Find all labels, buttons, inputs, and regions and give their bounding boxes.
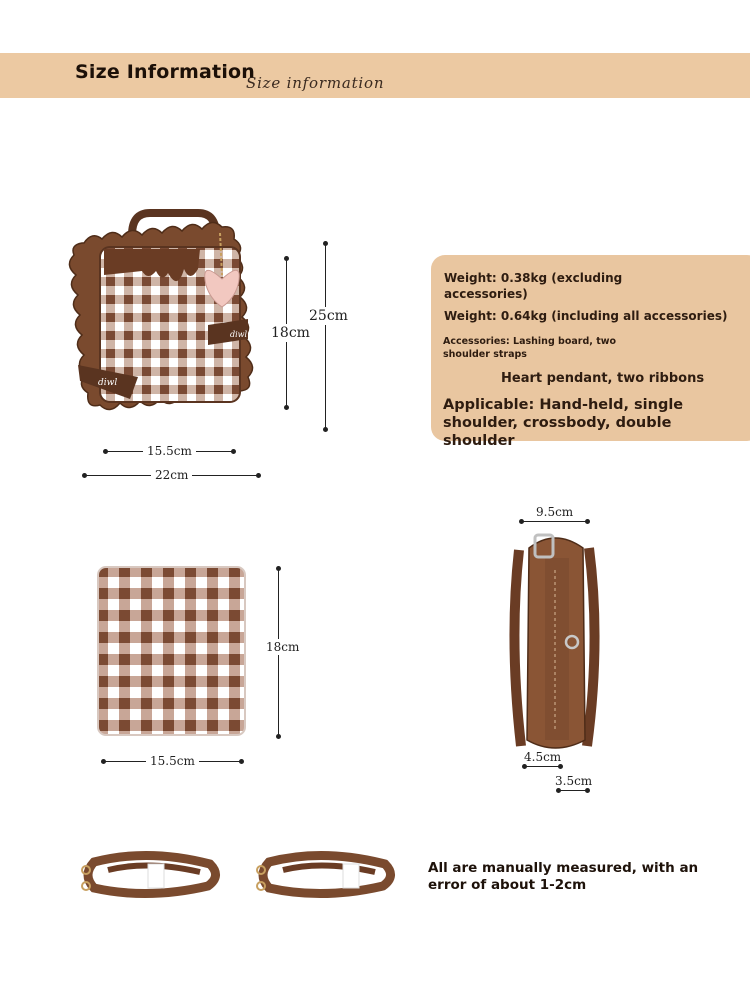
lashing-board-image: [97, 566, 246, 736]
page-title: Size Information: [75, 61, 256, 83]
side-depth-mid-line: [525, 766, 561, 767]
board-width-dot-left: [101, 759, 106, 764]
side-depth-top-line: [522, 521, 588, 522]
accessories-text: Accessories: Lashing board, two shoulder straps: [443, 336, 617, 360]
svg-text:diwl: diwl: [230, 330, 248, 339]
front-width-inner-dot-right: [231, 449, 236, 454]
side-depth-top-label: 9.5cm: [536, 505, 574, 519]
side-depth-mid-dot-left: [522, 764, 527, 769]
front-height-inner-label: 18cm: [271, 325, 310, 341]
page-subtitle: Size information: [246, 74, 385, 92]
pendant-text: Heart pendant, two ribbons: [501, 371, 705, 386]
side-depth-mid-label: 4.5cm: [524, 750, 562, 764]
side-depth-mid-dot-right: [558, 764, 563, 769]
side-depth-top-dot-right: [585, 519, 590, 524]
front-width-outer-dot-right: [256, 473, 261, 478]
front-width-outer-dot-left: [82, 473, 87, 478]
svg-text:diwl: diwl: [98, 378, 118, 388]
side-depth-bottom-label: 3.5cm: [555, 774, 593, 788]
measurement-note: All are manually measured, with an error of about 1-2cm: [428, 860, 699, 893]
front-height-outer-label: 25cm: [309, 308, 348, 324]
front-height-outer-line: [325, 244, 326, 430]
board-height-label: 18cm: [266, 640, 300, 654]
front-height-inner-dot-top: [284, 256, 289, 261]
side-depth-bottom-dot-right: [585, 788, 590, 793]
side-depth-bottom-line: [559, 790, 588, 791]
board-height-dot-bottom: [276, 734, 281, 739]
weight-excluding-text: Weight: 0.38kg (excluding accessories): [444, 271, 623, 301]
bag-front-image: [70, 205, 270, 440]
front-height-outer-dot-bottom: [323, 427, 328, 432]
shoulder-strap-image-2: [253, 852, 398, 898]
front-height-inner-dot-bottom: [284, 405, 289, 410]
shoulder-strap-image-1: [78, 852, 223, 898]
front-width-inner-dot-left: [103, 449, 108, 454]
side-depth-bottom-dot-left: [556, 788, 561, 793]
side-depth-top-dot-left: [519, 519, 524, 524]
board-width-dot-right: [239, 759, 244, 764]
weight-including-text: Weight: 0.64kg (including all accessories): [444, 309, 728, 323]
board-height-dot-top: [276, 566, 281, 571]
board-width-label: 15.5cm: [146, 754, 199, 768]
bag-side-image: [505, 530, 605, 750]
front-width-outer-label: 22cm: [151, 468, 192, 482]
front-height-outer-dot-top: [323, 241, 328, 246]
applicable-text: Applicable: Hand-held, single shoulder, crossbody, double shoulder: [443, 397, 684, 449]
front-width-inner-label: 15.5cm: [143, 444, 196, 458]
